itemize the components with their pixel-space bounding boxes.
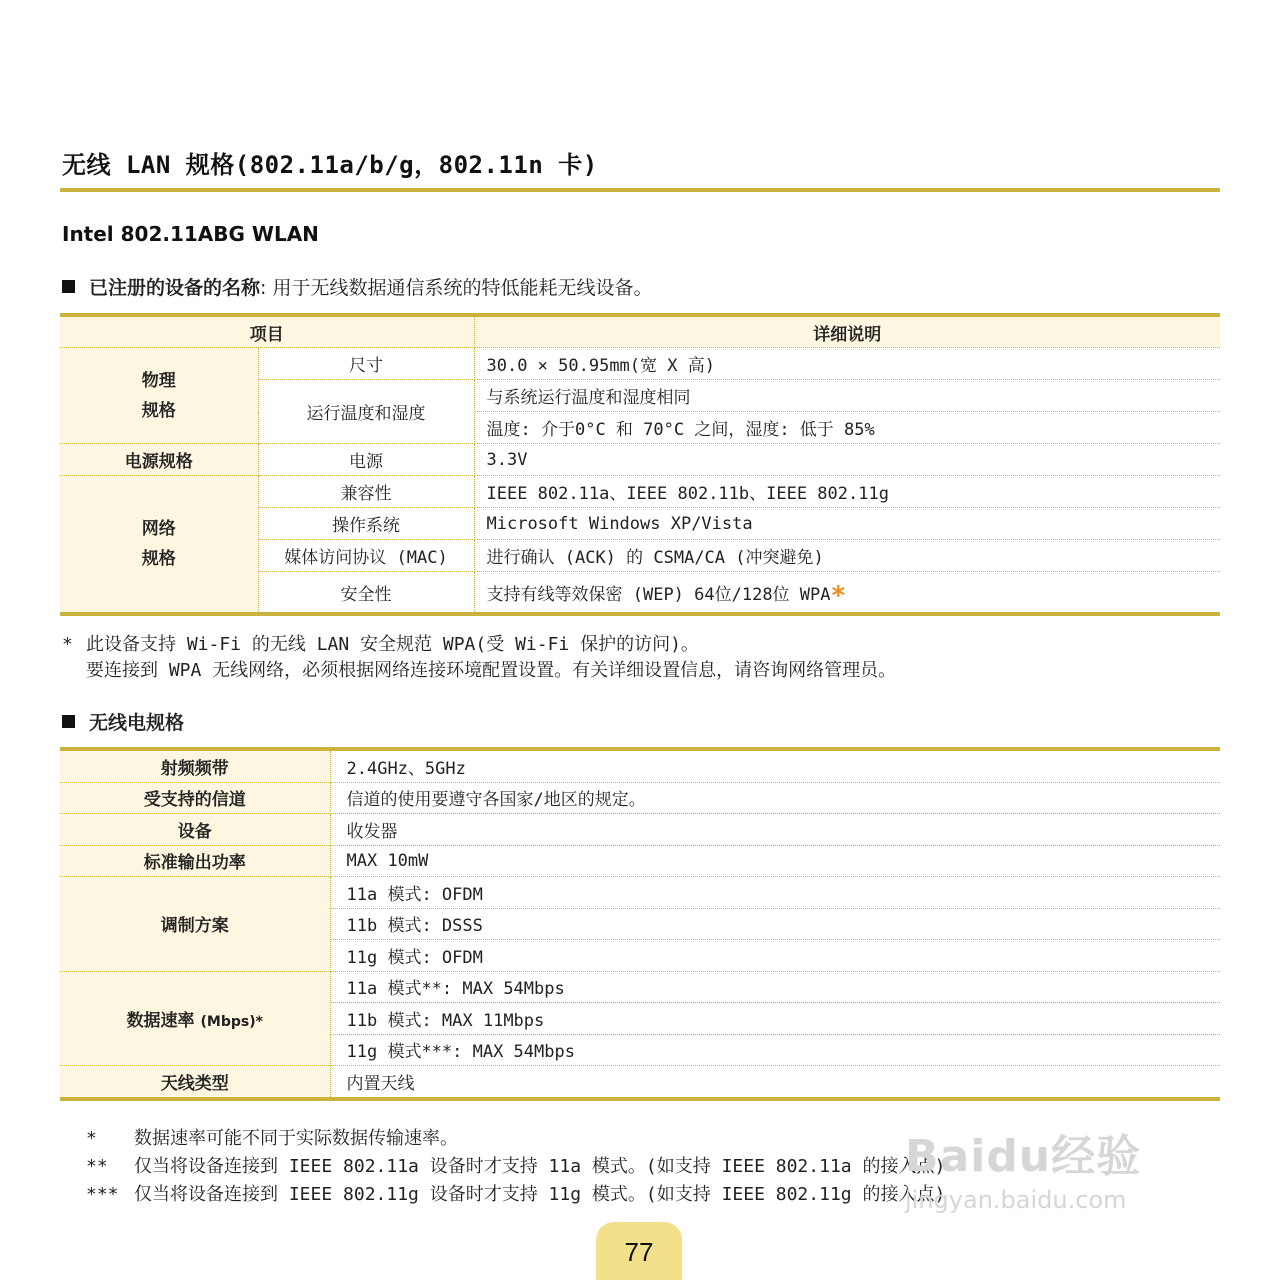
security-cell (474, 572, 1220, 615)
page-title: 无线 LAN 规格(802.11a/b/g，802.11n 卡) (62, 151, 598, 179)
note-line-1: 此设备支持 Wi-Fi 的无线 LAN 安全规范 WPA(受 Wi-Fi 保护的访问)。 (86, 634, 699, 655)
table-header-row (60, 315, 1220, 348)
size-value: 30.0 × 50.95mm(宽 X 高) (474, 348, 1220, 380)
rate-value: 11b 模式: MAX 11Mbps (330, 1003, 1220, 1035)
footnote-mark: ** (86, 1156, 108, 1177)
section-radio-spec (62, 708, 184, 735)
table-row (60, 877, 1220, 909)
footnote-mark: * (86, 1128, 97, 1149)
table-row (60, 1066, 1220, 1099)
group-power: 电源规格 (60, 444, 258, 476)
modulation-value: 11a 模式: OFDM (330, 877, 1220, 909)
watermark-url: jingyan.baidu.com (905, 1186, 1127, 1214)
rate-label-cell (60, 971, 330, 1066)
footnote-mark: *** (86, 1184, 119, 1205)
table-row (60, 845, 1220, 877)
title-divider (60, 188, 1220, 192)
power-label: 电源 (258, 444, 474, 476)
table-row (60, 971, 1220, 1003)
note-mark: * (62, 634, 73, 655)
os-value: Microsoft Windows XP/Vista (474, 508, 1220, 540)
size-label: 尺寸 (258, 348, 474, 380)
modulation-value: 11b 模式: DSSS (330, 908, 1220, 940)
header-item: 项目 (60, 315, 474, 348)
antenna-value: 内置天线 (346, 1073, 415, 1094)
group-physical: 物理 规格 (60, 348, 258, 444)
table-row (60, 476, 1220, 508)
mac-value: 进行确认 (ACK) 的 CSMA/CA (冲突避免) (474, 540, 1220, 572)
section-label: 无线电规格 (89, 712, 185, 734)
temp-label: 运行温度和湿度 (258, 380, 474, 444)
footnote (86, 1180, 945, 1206)
radio-spec-table (60, 747, 1220, 1101)
page-number: 77 (596, 1222, 682, 1280)
rate-label: 数据速率 (126, 1010, 195, 1031)
asterisk-icon: * (830, 580, 847, 611)
footnote (86, 1124, 458, 1150)
wpa-note (62, 630, 896, 682)
table-row (60, 749, 1220, 782)
rate-value: 11g 模式***: MAX 54Mbps (330, 1034, 1220, 1066)
footnote-text: 数据速率可能不同于实际数据传输速率。 (134, 1128, 458, 1149)
modulation-label: 调制方案 (60, 877, 330, 972)
product-subtitle: Intel 802.11ABG WLAN (62, 222, 319, 246)
modulation-value: 11g 模式: OFDM (330, 940, 1220, 972)
group-network: 网络 规格 (60, 476, 258, 615)
row-value: 信道的使用要遵守各国家/地区的规定。 (330, 782, 1220, 814)
section-label: 已注册的设备的名称 (89, 277, 261, 299)
footnote-text: 仅当将设备连接到 IEEE 802.11a 设备时才支持 11a 模式。(如支持 IEEE 802.11a 的接入点) (134, 1156, 946, 1177)
security-value: 支持有线等效保密 (WEP) 64位/128位 WPA (486, 584, 831, 605)
antenna-label: 天线类型 (60, 1066, 330, 1099)
row-label: 设备 (60, 814, 330, 846)
row-value: MAX 10mW (330, 845, 1220, 877)
section-text: : 用于无线数据通信系统的特低能耗无线设备。 (260, 277, 653, 299)
temp-value-1: 与系统运行温度和湿度相同 (474, 380, 1220, 412)
security-label: 安全性 (258, 572, 474, 615)
header-detail: 详细说明 (474, 315, 1220, 348)
baidu-watermark (905, 1120, 1205, 1220)
row-label: 标准输出功率 (60, 845, 330, 877)
table-row (60, 782, 1220, 814)
note-line-2: 要连接到 WPA 无线网络，必须根据网络连接环境配置设置。有关详细设置信息，请咨询网络管理员。 (86, 660, 897, 681)
mac-label: 媒体访问协议 (MAC) (258, 540, 474, 572)
table-row (60, 444, 1220, 476)
table-row (60, 814, 1220, 846)
device-spec-table (60, 313, 1220, 616)
bullet-square-icon (62, 280, 75, 293)
row-value: 收发器 (330, 814, 1220, 846)
compat-value: IEEE 802.11a、IEEE 802.11b、IEEE 802.11g (474, 476, 1220, 508)
footnote-text: 仅当将设备连接到 IEEE 802.11g 设备时才支持 11g 模式。(如支持 IEEE 802.11g 的接入点) (134, 1184, 946, 1205)
rate-unit: (Mbps)* (200, 1013, 263, 1030)
table-row (60, 348, 1220, 380)
row-label: 射频频带 (60, 749, 330, 782)
power-value: 3.3V (474, 444, 1220, 476)
temp-value-2: 温度: 介于0°C 和 70°C 之间，湿度: 低于 85% (474, 412, 1220, 444)
compat-label: 兼容性 (258, 476, 474, 508)
rate-value: 11a 模式**: MAX 54Mbps (330, 971, 1220, 1003)
row-label: 受支持的信道 (60, 782, 330, 814)
footnote (86, 1152, 945, 1178)
bullet-square-icon (62, 715, 75, 728)
watermark-logo-text: Baidu经验 (905, 1131, 1142, 1182)
row-value: 2.4GHz、5GHz (330, 749, 1220, 782)
section-registered-device (62, 273, 652, 300)
os-label: 操作系统 (258, 508, 474, 540)
